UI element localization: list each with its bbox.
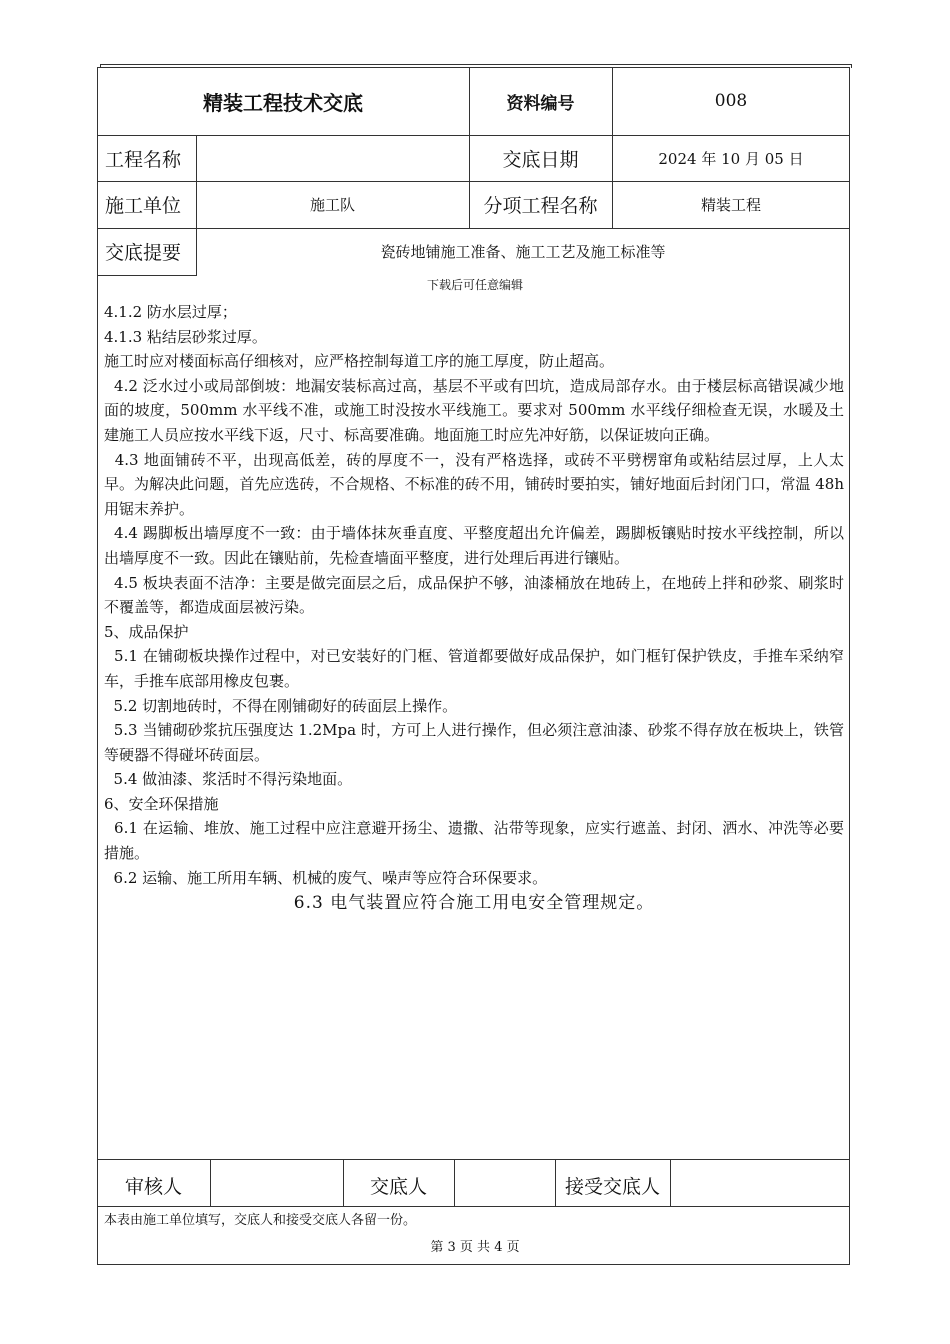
receiver-value (670, 1159, 850, 1206)
paragraph: 4.3 地面铺砖不平，出现高低差，砖的厚度不一，没有严格选择，或砖不平劈楞窜角或粘结层过厚，上人太早。为解决此问题，首先应选砖，不合规格、不标准的砖不用，铺砖时要拍实，铺好地面后封闭门口，常温 48h 用锯末养护。 (104, 450, 849, 518)
section-heading: 5、成品保护 (104, 622, 189, 641)
paragraph: 5.2 切割地砖时，不得在刚铺砌好的砖面层上操作。 (104, 696, 458, 715)
date-value: 2024 年 10 月 05 日 (658, 149, 804, 168)
unit-value: 施工队 (309, 196, 355, 214)
project-name-label: 工程名称 (105, 148, 182, 171)
footer-note: 本表由施工单位填写，交底人和接受交底人各留一份。 (104, 1213, 417, 1228)
form-title: 精装工程技术交底 (203, 90, 363, 115)
paragraph: 4.1.2 防水层过厚； (104, 303, 237, 321)
centered-line: 6.3 电气装置应符合施工用电安全管理规定。 (293, 893, 655, 914)
doc-no-label: 资料编号 (506, 93, 575, 114)
project-name-value (196, 135, 469, 181)
doc-no-value: 008 (714, 91, 748, 111)
reviewer-value (210, 1159, 343, 1206)
download-note: 下载后可任意编辑 (426, 278, 523, 292)
paragraph: 4.2 泛水过小或局部倒坡：地漏安装标高过高，基层不平或有凹坑，造成局部存水。由于楼层标高错误减少地面的坡度，500mm 水平线不准，或施工时没按水平线施工。要求对 500mm 水平线仔细检查无误，水暖及土建施工人员应按水平线下返，尺寸、标高要准确。地面施工时应先冲好筋，以保证坡向正确。 (104, 376, 844, 444)
body-text (104, 300, 849, 916)
paragraph: 5.3 当铺砌砂浆抗压强度达 1.2Mpa 时，方可上人进行操作，但必须注意油漆、砂浆不得存放在板块上，铁管等硬器不得碰坏砖面层。 (104, 721, 844, 764)
paragraph: 施工时应对楼面标高仔细核对，应严格控制每道工序的施工厚度，防止超高。 (104, 352, 615, 371)
paragraph: 6.1 在运输、堆放、施工过程中应注意避开扬尘、遗撒、沾带等现象，应实行遮盖、封闭、洒水、冲洗等必要措施。 (104, 819, 844, 863)
discloser-label: 交底人 (369, 1176, 427, 1198)
page-number: 第 3 页 共 4 页 (430, 1240, 520, 1255)
discloser-value (454, 1159, 555, 1206)
summary-value: 瓷砖地铺施工准备、施工工艺及施工标准等 (380, 243, 666, 261)
paragraph: 4.4 踢脚板出墙厚度不一致：由于墙体抹灰垂直度、平整度超出允许偏差，踢脚板镶贴时按水平线控制，所以出墙厚度不一致。因此在镶贴前，先检查墙面平整度，进行处理后再进行镶贴。 (104, 524, 844, 567)
receiver-label: 接受交底人 (564, 1176, 660, 1198)
paragraph: 4.1.3 粘结层砂浆过厚。 (104, 327, 267, 346)
subitem-label: 分项工程名称 (483, 195, 598, 217)
paragraph: 4.5 板块表面不洁净：主要是做完面层之后，成品保护不够，油漆桶放在地砖上，在地砖上拌和砂浆、刷浆时不覆盖等，都造成面层被污染。 (104, 573, 844, 617)
section-heading: 6、安全环保措施 (104, 794, 219, 813)
date-label: 交底日期 (502, 148, 579, 171)
unit-label: 施工单位 (105, 195, 182, 217)
paragraph: 5.1 在铺砌板块操作过程中，对已安装好的门框、管道都要做好成品保护，如门框钉保护铁皮，手推车采纳窄车，手推车底部用橡皮包裹。 (104, 647, 844, 690)
summary-label: 交底提要 (105, 242, 182, 264)
paragraph: 6.2 运输、施工所用车辆、机械的废气、噪声等应符合环保要求。 (104, 868, 548, 887)
subitem-value: 精装工程 (700, 196, 761, 214)
reviewer-label: 审核人 (124, 1176, 182, 1198)
paragraph: 5.4 做油漆、浆活时不得污染地面。 (104, 770, 353, 789)
